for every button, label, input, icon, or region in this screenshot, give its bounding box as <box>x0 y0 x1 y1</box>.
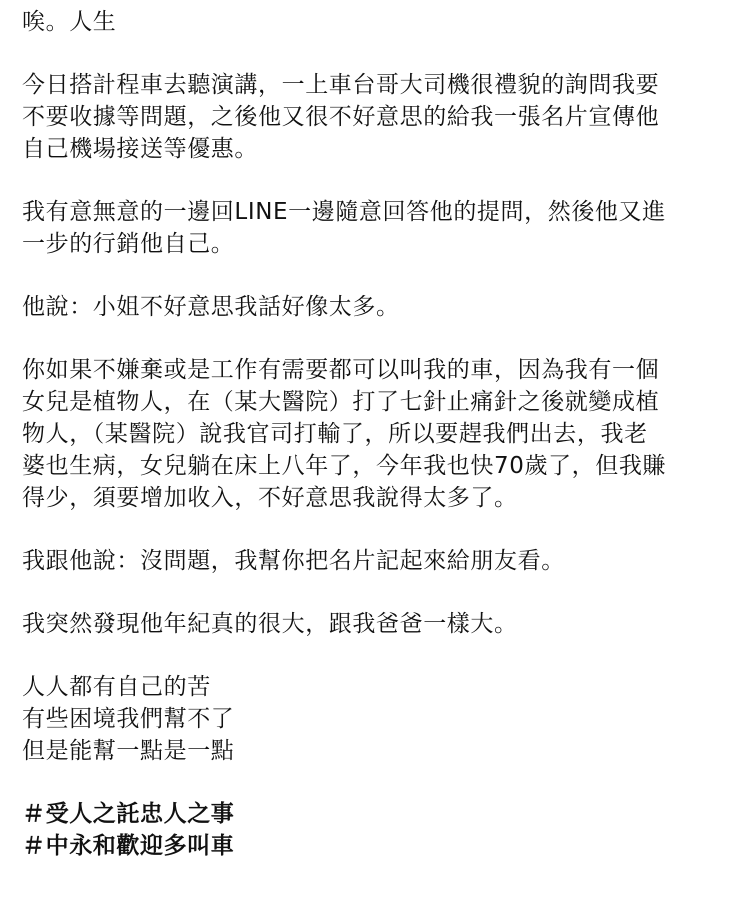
paragraph-gap <box>22 165 728 196</box>
paragraph-gap <box>22 323 728 354</box>
paragraph1-line: 今日搭計程車去聽演講，一上車台哥大司機很禮貌的詢問我要 <box>22 72 660 98</box>
paragraph-gap <box>22 514 728 545</box>
paragraph1-line: 自己機場接送等優惠。 <box>22 136 258 162</box>
hashtag-link[interactable]: ＃受人之託忠人之事 <box>22 801 235 827</box>
paragraph4-line: 你如果不嫌棄或是工作有需要都可以叫我的車，因為我有一個 <box>22 357 660 383</box>
paragraph-gap <box>22 577 728 608</box>
paragraph3-line: 他說：小姐不好意思我話好像太多。 <box>22 294 400 320</box>
paragraph2-line: 我有意無意的一邊回LINE一邊隨意回答他的提問，然後他又進 <box>22 199 666 225</box>
paragraph4-line: 得少，須要增加收入，不好意思我說得太多了。 <box>22 485 518 511</box>
paragraph4-line: 婆也生病，女兒躺在床上八年了，今年我也快70歲了，但我賺 <box>22 453 667 479</box>
paragraph7-line: 人人都有自己的苦 <box>22 674 211 700</box>
paragraph7-line: 但是能幫一點是一點 <box>22 738 235 764</box>
paragraph4-line: 物人，（某醫院）說我官司打輸了，所以要趕我們出去，我老 <box>22 421 648 447</box>
paragraph1-line: 不要收據等問題，之後他又很不好意思的給我一張名片宣傳他 <box>22 104 660 130</box>
paragraph-gap <box>22 38 728 69</box>
paragraph-gap <box>22 767 728 798</box>
paragraph-gap <box>22 260 728 291</box>
paragraph4-line: 女兒是植物人，在（某大醫院）打了七針止痛針之後就變成植 <box>22 389 660 415</box>
hashtag-link[interactable]: ＃中永和歡迎多叫車 <box>22 833 235 859</box>
paragraph5-line: 我跟他說：沒問題，我幫你把名片記起來給朋友看。 <box>22 548 565 574</box>
paragraph-gap <box>22 640 728 671</box>
paragraph6-line: 我突然發現他年紀真的很大，跟我爸爸一樣大。 <box>22 611 518 637</box>
paragraph7-line: 有些困境我們幫不了 <box>22 706 235 732</box>
paragraph2-line: 一步的行銷他自己。 <box>22 231 235 257</box>
post-title: 唉。人生 <box>22 9 117 35</box>
